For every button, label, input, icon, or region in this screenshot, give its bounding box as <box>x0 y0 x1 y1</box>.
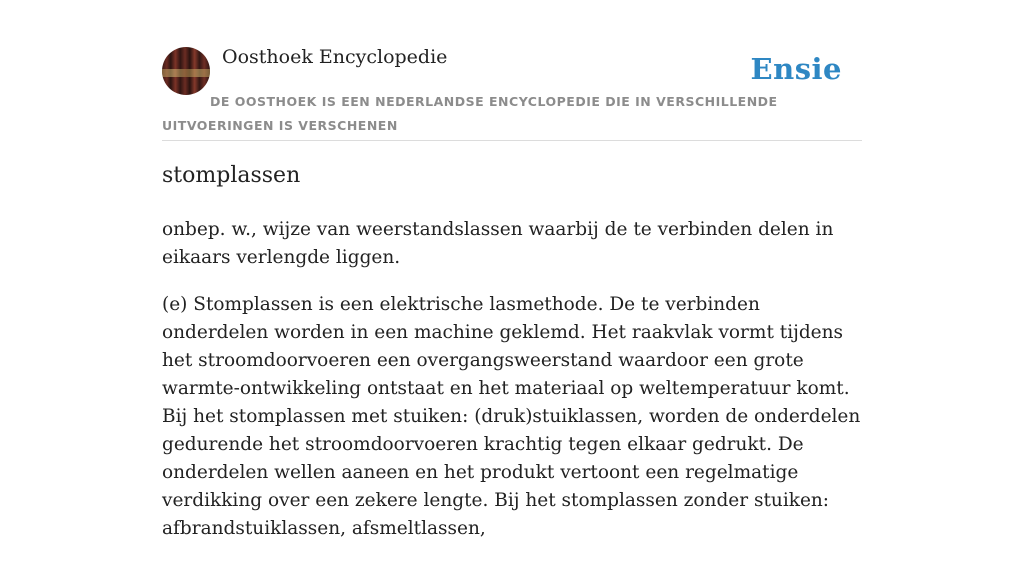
article-paragraph: onbep. w., wijze van weerstandslassen waarbij de te verbinden delen in eikaars verlengde liggen. <box>162 219 834 268</box>
article-body <box>162 216 862 562</box>
site-tagline: DE OOSTHOEK IS EEN NEDERLANDSE ENCYCLOPEDIE DIE IN VERSCHILLENDE UITVOERINGEN IS VERSCHENEN <box>162 94 778 133</box>
article-title: stomplassen <box>162 163 301 188</box>
article-paragraph: (e) Stomplassen is een elektrische lasmethode. De te verbinden onderdelen worden in een machine geklemd. Het raakvlak vormt tijdens het stroomdoorvoeren een overgangsweerstand waardoor een grote warmte-ontwikkeling ontstaat en het materiaal op weltemperatuur komt. Bij het stomplassen met stuiken: (druk)stuiklassen, worden de onderdelen gedurende het stroomdoorvoeren krachtig tegen elkaar gedrukt. De onderdelen wellen aaneen en het produkt vertoont een regelmatige verdikking over een zekere lengte. Bij het stomplassen zonder stuiken: afbrandstuiklassen, afsmeltlassen, <box>162 294 861 539</box>
site-header <box>162 0 862 141</box>
brand-logo-link[interactable]: Ensie <box>750 52 842 86</box>
site-name-link[interactable]: Oosthoek Encyclopedie <box>222 46 448 68</box>
page-container <box>162 0 862 539</box>
encyclopedia-avatar[interactable] <box>162 47 210 95</box>
